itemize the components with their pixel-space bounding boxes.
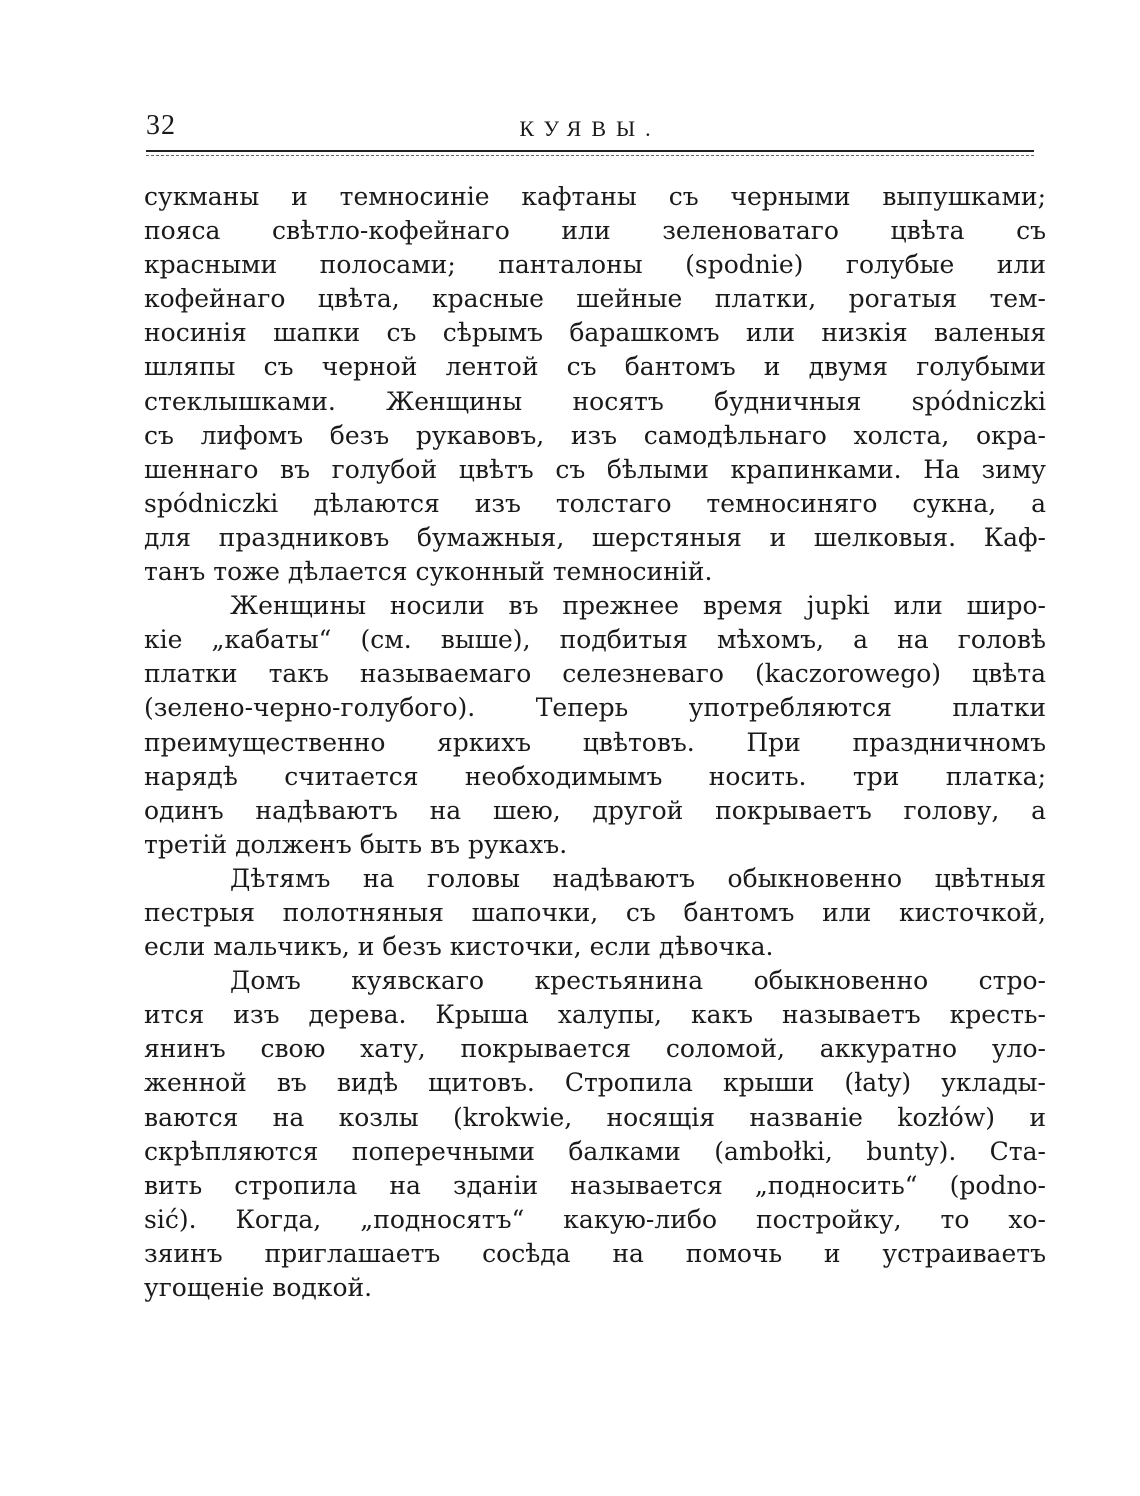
text-line: платки такъ называемаго селезневаго (kaczorowego) цвѣта [144,659,1046,689]
text-line: (зелено-черно-голубого). Теперь употребляются платки [144,693,1046,723]
text-line: янинъ свою хату, покрывается соломой, аккуратно уло- [144,1034,1046,1064]
text-line: шляпы съ черной лентой съ бантомъ и двумя голубыми [144,352,1046,382]
text-line: ваются на козлы (krokwie, носящія названіе kozłów) и [144,1102,1046,1132]
text-line: вить стропила на зданіи называется „подносить“ (podno- [144,1170,1046,1200]
text-line: скрѣпляются поперечными балками (ambołki, bunty). Ста- [144,1136,1046,1166]
text-line: женной въ видѣ щитовъ. Стропила крыши (łaty) уклады- [144,1068,1046,1098]
text-line: пояса свѣтло-кофейнаго или зеленоватаго цвѣта съ [144,216,1046,246]
text-line: зяинъ приглашаетъ сосѣда на помочь и устраиваетъ [144,1238,1046,1268]
paragraph-first-line: Женщины носили въ прежнее время jupki или широ- [230,591,1046,621]
text-line: шеннаго въ голубой цвѣтъ съ бѣлыми крапинками. На зиму [144,454,1046,484]
text-line: ится изъ дерева. Крыша халупы, какъ называетъ кресть- [144,1000,1046,1030]
paragraph-end-line: угощеніе водкой. [144,1273,373,1302]
text-line: кофейнаго цвѣта, красные шейные платки, рогатыя тем- [144,284,1046,314]
body-text [144,180,1046,1305]
text-line: сукманы и темносиніе кафтаны съ черными выпушками; [144,182,1046,211]
text-line: красными полосами; панталоны (spodnie) голубые или [144,250,1046,280]
text-line: одинъ надѣваютъ на шею, другой покрываетъ голову, а [144,795,1046,825]
text-line: нарядѣ считается необходимымъ носить. три платка; [144,761,1046,791]
page-number: 32 [146,110,176,141]
paragraph-end-line: третій долженъ быть въ рукахъ. [144,829,568,859]
text-line: преимущественно яркихъ цвѣтовъ. При праздничномъ [144,727,1046,757]
paragraph-first-line: Дѣтямъ на головы надѣваютъ обыкновенно цвѣтныя [230,863,1046,893]
running-title: КУЯВЫ. [519,116,661,141]
text-line: sić). Когда, „подносятъ“ какую-либо постройку, то хо- [144,1204,1046,1234]
text-line: пестрыя полотняныя шапочки, съ бантомъ или кисточкой, [144,897,1046,927]
text-line: съ лифомъ безъ рукавовъ, изъ самодѣльнаго холста, окра- [144,420,1046,450]
text-line: spódniczki дѣлаются изъ толстаго темносиняго сукна, а [144,488,1046,518]
paragraph-end-line: танъ тоже дѣлается суконный темносиній. [144,557,713,587]
text-line: носинія шапки съ сѣрымъ барашкомъ или низкія валеныя [144,318,1046,348]
header-rule [146,150,1034,152]
paragraph-end-line: если мальчикъ, и безъ кисточки, если дѣвочка. [144,932,774,962]
text-line: кіе „кабаты“ (см. выше), подбитыя мѣхомъ, а на головѣ [144,625,1046,655]
text-line: для праздниковъ бумажныя, шерстяныя и шелковыя. Каф- [144,522,1046,552]
text-line: стеклышками. Женщины носятъ будничныя spódniczki [144,386,1046,416]
page-header [146,110,1034,154]
paragraph-first-line: Домъ куявскаго крестьянина обыкновенно стро- [230,966,1046,996]
header-rule-secondary [146,155,1034,156]
